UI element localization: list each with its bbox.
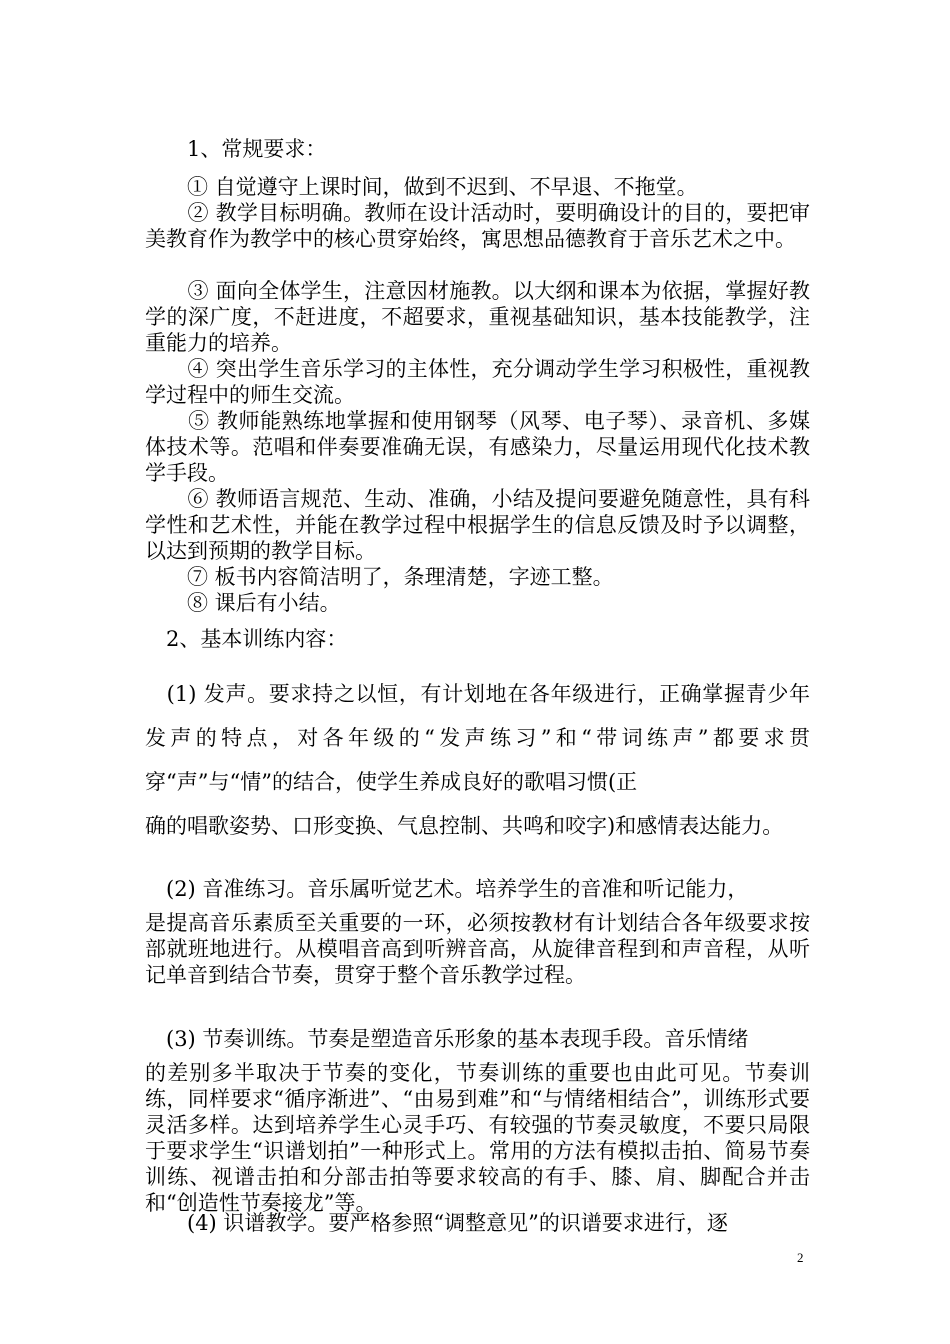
training-paragraph-4: (4) 识谱教学。要严格参照“调整意见”的识谱要求进行，逐: [145, 1211, 728, 1235]
training-paragraph-2b: 是提高音乐素质至关重要的一环，必须按教材有计划结合各年级要求按部就班地进行。从模唱音高到听辨音高，从旋律音程到和声音程，从听记单音到结合节奏，贯穿于整个音乐教学过程。: [145, 911, 810, 987]
requirement-item-3: ③ 面向全体学生，注意因材施教。以大纲和课本为依据，掌握好教学的深广度，不赶进度，不超要求，重视基础知识，基本技能教学，注重能力的培养。: [145, 279, 810, 355]
section-heading-basic-training: 2、基本训练内容：: [145, 627, 348, 651]
requirement-item-7: ⑦ 板书内容简洁明了，条理清楚，字迹工整。: [145, 565, 614, 589]
requirement-item-8: ⑧ 课后有小结。: [145, 591, 341, 615]
training-paragraph-3b: 的差别多半取决于节奏的变化，节奏训练的重要也由此可见。节奏训练，同样要求“循序渐进”、“由易到难”和“与情绪相结合”，训练形式要灵活多样。达到培养学生心灵手巧、有较强的节奏灵敏度，不要只局限于要求学生“识谱划拍”一种形式上。常用的方法有模拟击拍、简易节奏训练、视谱击拍和分部击拍等要求较高的有手、膝、肩、脚配合并击和“创造性节奏接龙”等。: [145, 1061, 810, 1215]
training-paragraph-1b: 确的唱歌姿势、口形变换、气息控制、共鸣和咬字)和感情表达能力。: [145, 814, 784, 838]
training-paragraph-1a: (1) 发声。要求持之以恒，有计划地在各年级进行，正确掌握青少年发声的特点，对各年级的“发声练习”和“带词练声”都要求贯穿“声”与“情”的结合，使学生养成良好的歌唱习惯(正: [145, 682, 810, 794]
requirement-item-2: ② 教学目标明确。教师在设计活动时，要明确设计的目的，要把审美教育作为教学中的核心贯穿始终，寓思想品德教育于音乐艺术之中。: [145, 201, 810, 251]
requirement-item-5: ⑤ 教师能熟练地掌握和使用钢琴（风琴、电子琴）、录音机、多媒体技术等。范唱和伴奏要准确无误，有感染力，尽量运用现代化技术教学手段。: [145, 409, 810, 485]
requirement-item-6: ⑥ 教师语言规范、生动、准确，小结及提问要避免随意性，具有科学性和艺术性，并能在教学过程中根据学生的信息反馈及时予以调整，以达到预期的教学目标。: [145, 487, 810, 563]
requirement-item-1: ① 自觉遵守上课时间，做到不迟到、不早退、不拖堂。: [145, 175, 698, 199]
training-paragraph-2a: (2) 音准练习。音乐属听觉艺术。培养学生的音准和听记能力，: [145, 877, 749, 901]
training-paragraph-3a: (3) 节奏训练。节奏是塑造音乐形象的基本表现手段。音乐情绪: [145, 1027, 749, 1051]
section-heading-general-requirements: 1、常规要求：: [145, 137, 327, 161]
requirement-item-4: ④ 突出学生音乐学习的主体性，充分调动学生学习积极性，重视教学过程中的师生交流。: [145, 357, 810, 407]
page-number: 2: [797, 1250, 804, 1265]
